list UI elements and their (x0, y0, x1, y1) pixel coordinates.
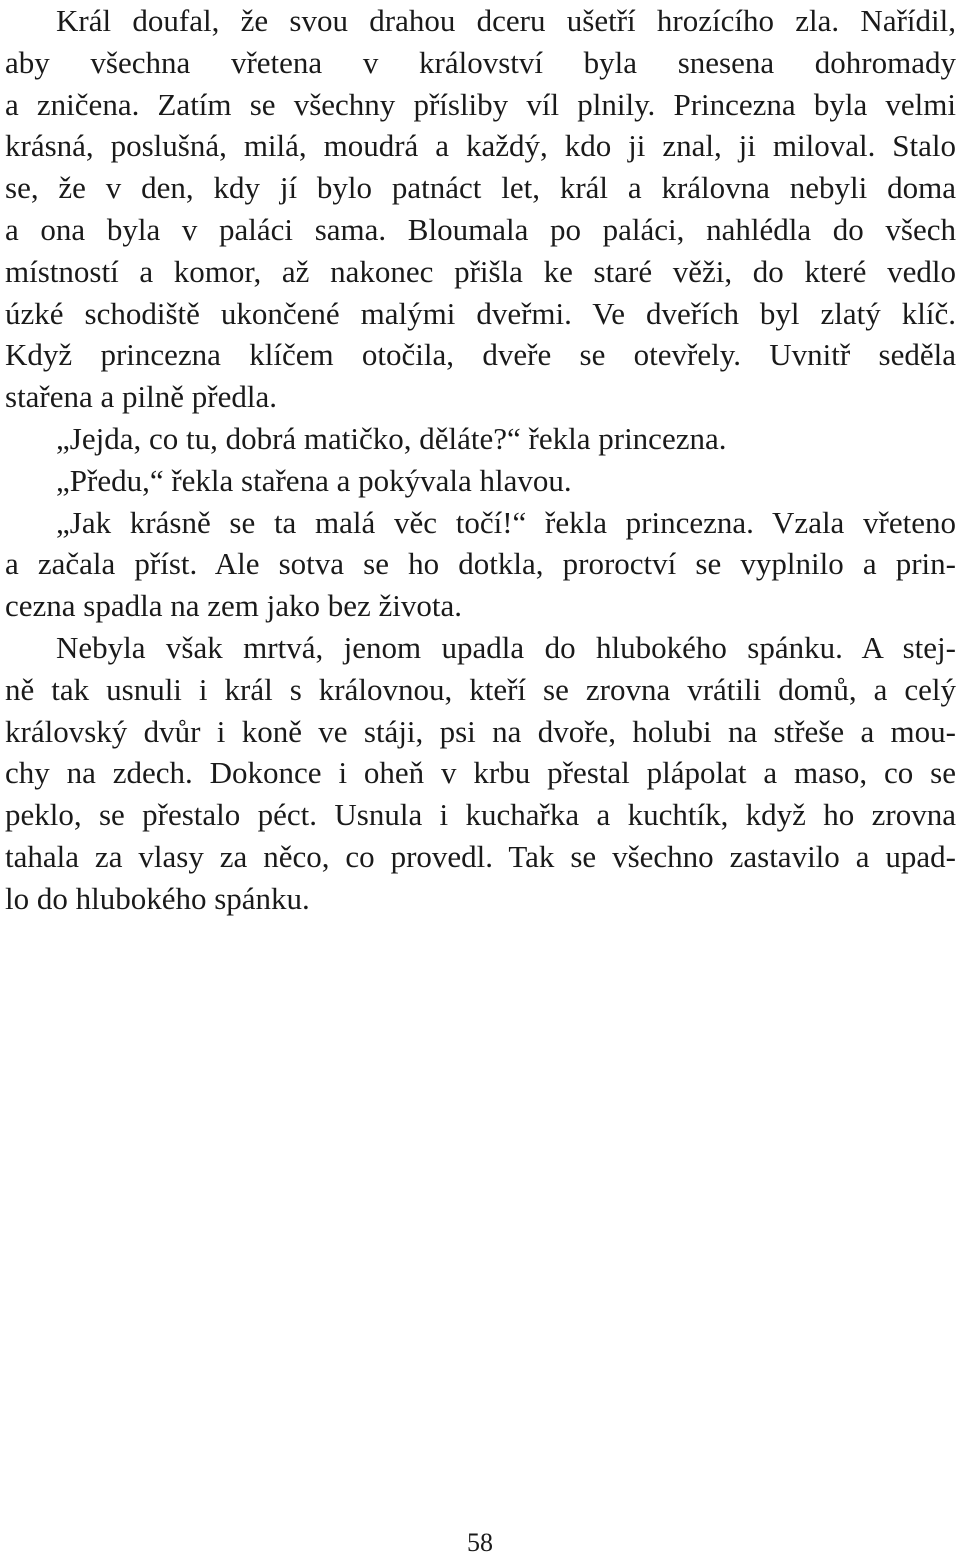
page-number: 58 (467, 1528, 493, 1557)
dialogue-line: „Jak krásně se ta malá věc točí!“ řekla princezna. Vzala vřeteno (56, 504, 956, 540)
text-line: královský dvůr i koně ve stáji, psi na dvoře, holubi na střeše a mou- (5, 713, 956, 749)
text-line: lo do hlubokého spánku. (5, 880, 310, 916)
text-line: aby všechna vřetena v království byla snesena dohromady (5, 44, 956, 80)
text-line: úzké schodiště ukončené malými dveřmi. Ve dveřích byl zlatý klíč. (5, 295, 956, 331)
text-line: Když princezna klíčem otočila, dveře se otevřely. Uvnitř seděla (5, 337, 956, 373)
text-line: Nebyla však mrtvá, jenom upadla do hlubokého spánku. A stej- (56, 629, 956, 665)
dialogue-line: „Předu,“ řekla stařena a pokývala hlavou. (56, 462, 572, 498)
text-line: a zničena. Zatím se všechny přísliby víl plnily. Princezna byla velmi (5, 86, 956, 122)
text-line: a začala příst. Ale sotva se ho dotkla, proroctví se vyplnilo a prin- (5, 546, 956, 582)
text-line: peklo, se přestalo péct. Usnula i kuchařka a kuchtík, když ho zrovna (5, 797, 956, 833)
text-line: ně tak usnuli i král s královnou, kteří se zrovna vrátili domů, a celý (5, 671, 956, 707)
text-line: Král doufal, že svou drahou dceru ušetří hrozícího zla. Nařídil, (56, 3, 956, 38)
text-line: krásná, poslušná, milá, moudrá a každý, kdo ji znal, ji miloval. Stalo (5, 128, 956, 164)
text-line: stařena a pilně předla. (5, 379, 277, 415)
text-line: chy na zdech. Dokonce i oheň v krbu přestal plápolat a maso, co se (5, 755, 956, 791)
text-line: se, že v den, kdy jí bylo patnáct let, král a královna nebyli doma (5, 170, 956, 206)
page-body-text (5, 0, 956, 920)
text-line: tahala za vlasy za něco, co provedl. Tak se všechno zastavilo a upad- (5, 838, 956, 874)
text-line: cezna spadla na zem jako bez života. (5, 588, 463, 624)
text-line: místností a komor, až nakonec přišla ke staré věži, do které vedlo (5, 253, 956, 289)
dialogue-line: „Jejda, co tu, dobrá matičko, děláte?“ řekla princezna. (56, 420, 727, 456)
text-line: a ona byla v paláci sama. Bloumala po paláci, nahlédla do všech (5, 211, 956, 247)
